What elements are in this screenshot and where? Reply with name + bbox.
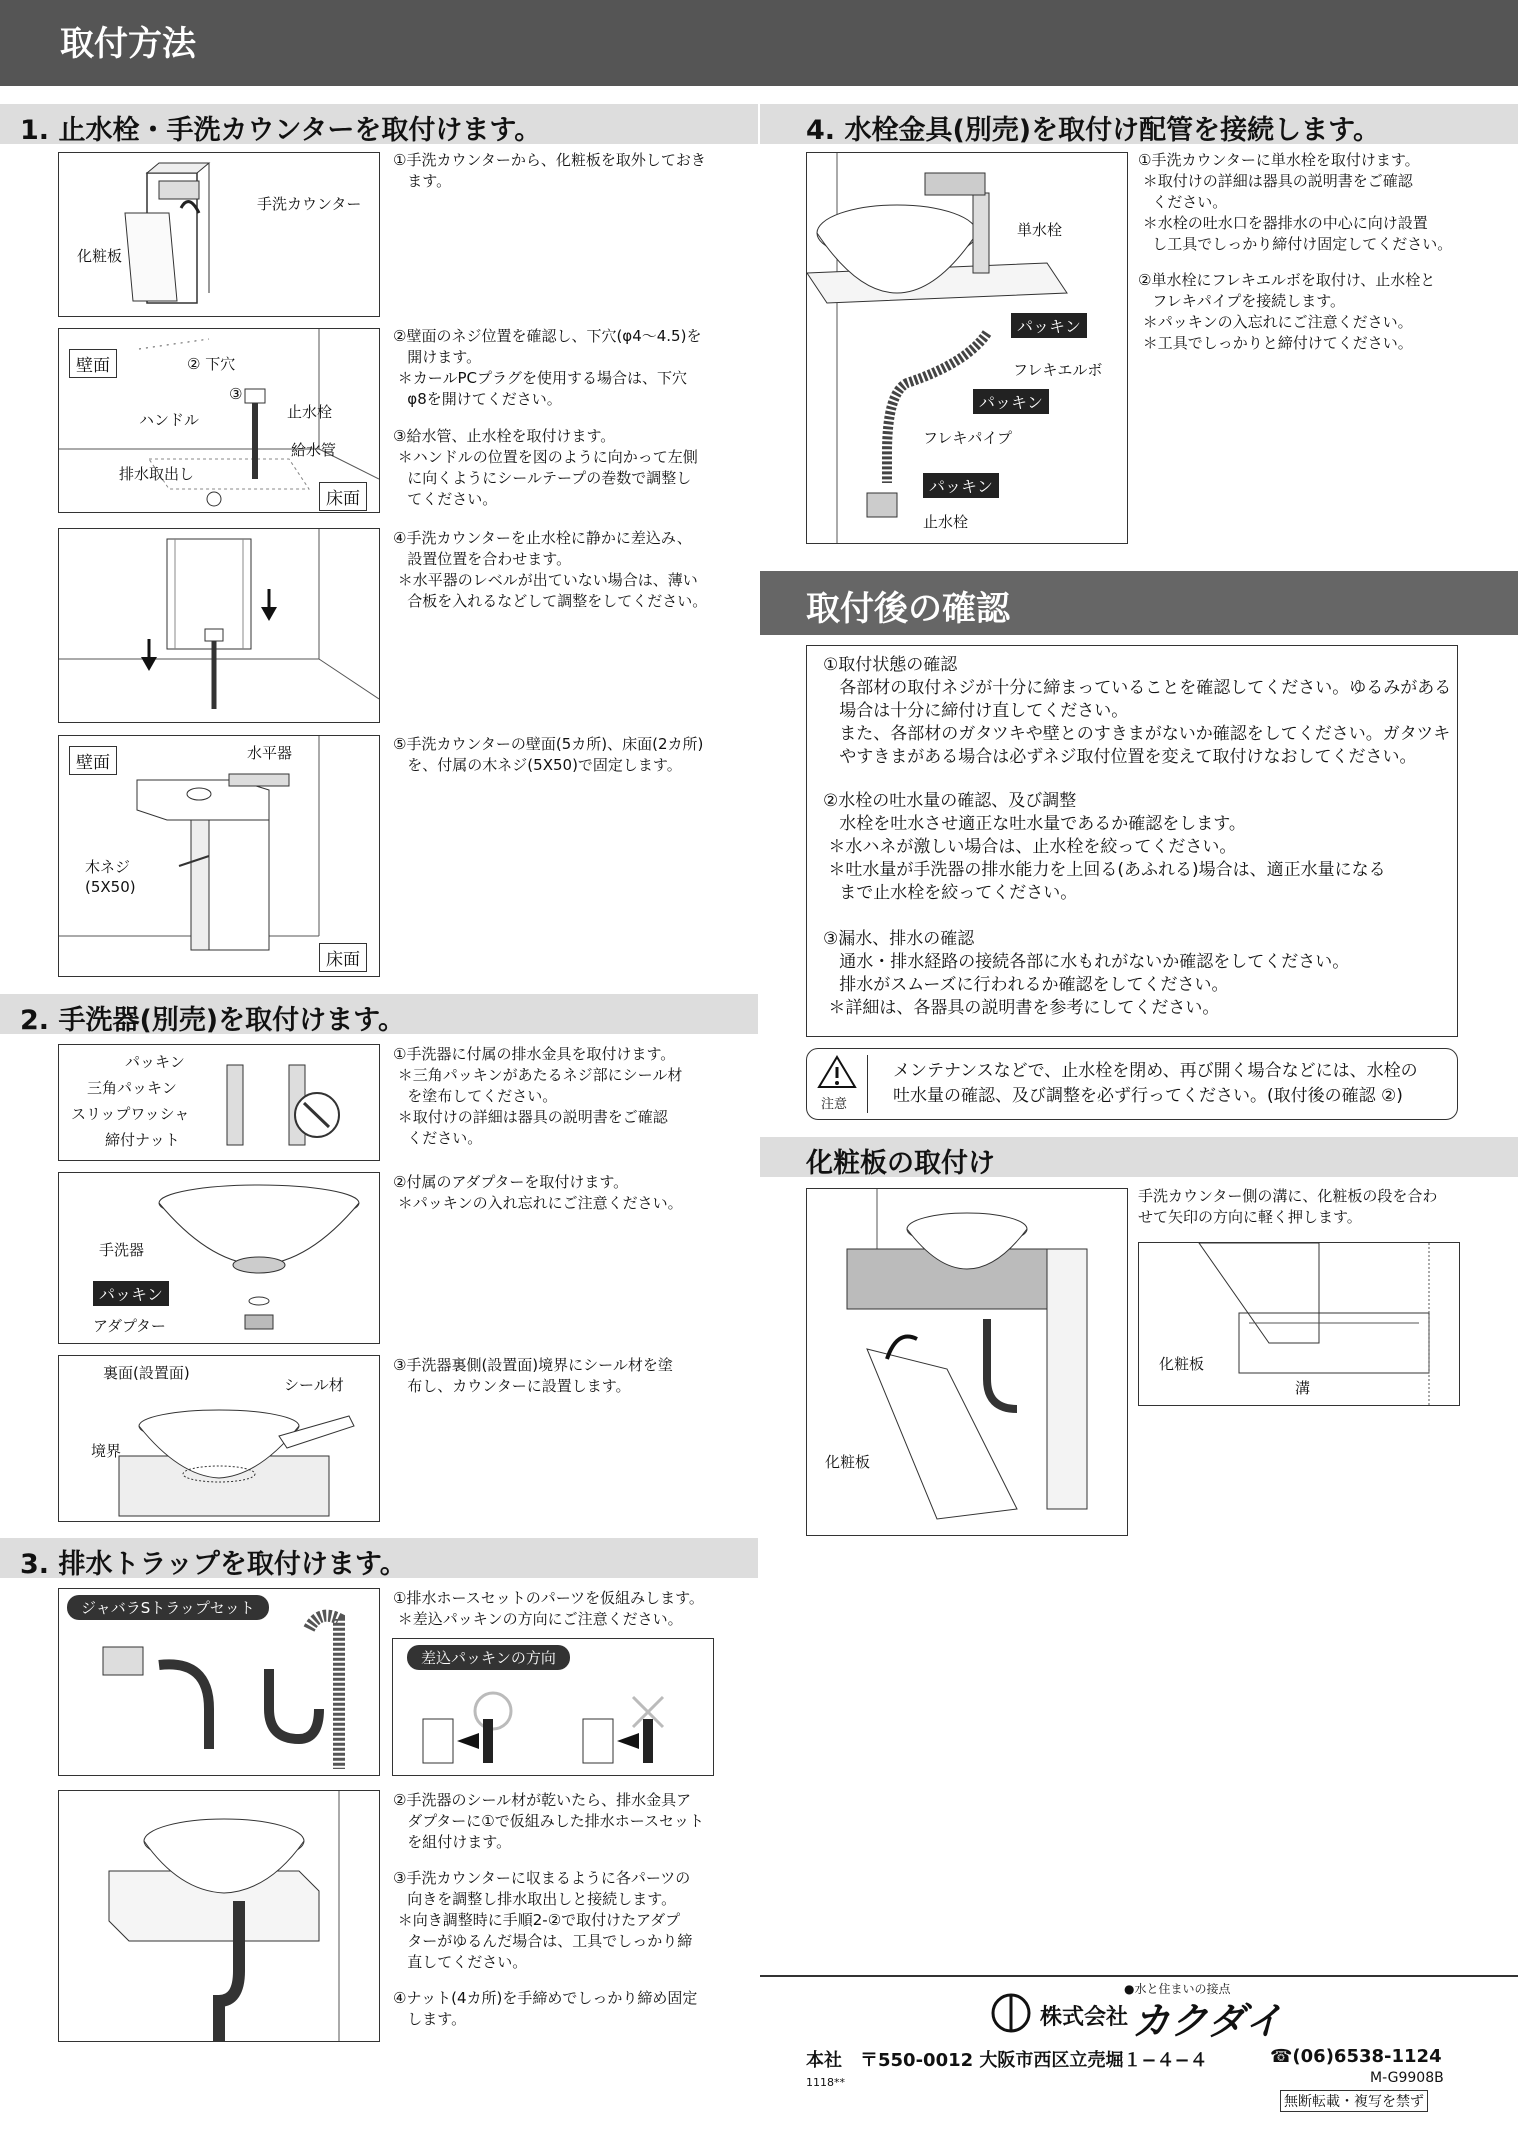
caution-icon-label: 注意	[821, 1097, 848, 1112]
wood-screw-size: (5X50)	[85, 878, 136, 896]
section3-step2: ②手洗器のシール材が乾いたら、排水金具ア ダプターに①で仮組みした排水ホースセット を組付けます。	[393, 1791, 704, 1851]
confirm-item-3: ③漏水、排水の確認 通水・排水経路の接続各部に水もれがないか確認をしてください。 排水がスムーズに行われるか確認をしてください。 ＊詳細は、各器具の説明書を参考にしてください。	[823, 929, 1350, 1018]
panel-label: 化粧板	[77, 247, 123, 265]
document-code: M-G9908B	[1370, 2070, 1444, 2086]
section3-step3: ③手洗カウンターに収まるように各パーツの 向きを調整し排水取出しと接続します。 ＊向き調整時に手順2-②で取付けたアダプ ターがゆるんだ場合は、工具でしっかり締 直してください。	[393, 1869, 693, 1971]
panel-figure-1	[806, 1188, 1128, 1536]
section3-step4: ④ナット(4カ所)を手締めでしっかり締め固定 します。	[393, 1989, 698, 2028]
slip-washer-label: スリップワッシャ	[71, 1105, 190, 1123]
handle-label: ハンドル	[139, 411, 200, 429]
section1-heading: 1. 止水栓・手洗カウンターを取付けます。	[20, 115, 542, 146]
packing-direction-tag: 差込パッキンの方向	[407, 1645, 570, 1670]
section1-step5: ⑤手洗カウンターの壁面(5カ所)、床面(2カ所) を、付属の木ネジ(5X50)で固定します。	[393, 735, 704, 774]
section3-figure-2	[58, 1790, 380, 2042]
caution-text: メンテナンスなどで、止水栓を閉め、再び開く場合などには、水栓の 吐水量の確認、及び調整を必ず行ってください。(取付後の確認 ②)	[893, 1061, 1418, 1106]
section1-figure-2	[58, 328, 380, 513]
company-name: カクダイ	[1132, 1999, 1283, 2043]
flex-elbow-label: フレキエルボ	[1013, 361, 1103, 379]
section2-figure-3	[58, 1355, 380, 1522]
adapter-label: アダプター	[93, 1317, 166, 1335]
footer-divider	[760, 1975, 1518, 1977]
tightening-nut-label: 締付ナット	[105, 1131, 180, 1149]
section1-step3: ③給水管、止水栓を取付けます。 ＊ハンドルの位置を図のように向かって左側 に向くようにシールテープの巻数で調整し てください。	[393, 427, 698, 508]
flex-pipe-label: フレキパイプ	[923, 429, 1012, 447]
level-label: 水平器	[247, 744, 293, 762]
pilot-hole-label: ② 下穴	[187, 355, 236, 373]
packing-direction-figure	[392, 1638, 714, 1776]
confirm-heading: 取付後の確認	[806, 589, 1010, 629]
section2-figure-1	[58, 1044, 380, 1161]
footer-phone: ☎(06)6538-1124	[1270, 2046, 1442, 2067]
floor-label: 床面	[319, 482, 367, 511]
s-trap-set-tag: ジャバラSトラップセット	[67, 1595, 269, 1620]
packing-label: パッキン	[125, 1053, 185, 1071]
panel-label-figure2: 化粧板	[1159, 1355, 1205, 1373]
revision-code: 1118**	[806, 2076, 845, 2089]
section1-step2: ②壁面のネジ位置を確認し、下穴(φ4〜4.5)を 開けます。 ＊カールPCプラグを使用する場合は、下穴 φ8を開けてください。	[393, 327, 702, 408]
wall-label-2: 壁面	[69, 746, 117, 775]
caution-box	[806, 1048, 1458, 1120]
panel-section-text: 手洗カウンター側の溝に、化粧板の段を合わ せて矢印の方向に軽く押します。	[1138, 1187, 1438, 1226]
supply-pipe-label: 給水管	[291, 441, 337, 459]
section2-step3: ③手洗器裏側(設置面)境界にシール材を塗 布し、カウンターに設置します。	[393, 1356, 673, 1395]
section2-header	[0, 994, 758, 1034]
section2-step2: ②付属のアダプターを取付けます。 ＊パッキンの入れ忘れにご注意ください。	[393, 1173, 683, 1212]
packing-tag: パッキン	[93, 1281, 169, 1306]
section3-heading: 3. 排水トラップを取付けます。	[20, 1549, 407, 1580]
packing-tag-1: パッキン	[1011, 313, 1087, 338]
footer-tagline: ●水と住まいの接点	[1124, 1982, 1231, 1996]
panel-section-heading: 化粧板の取付け	[806, 1148, 995, 1179]
company-logo-icon	[990, 1992, 1032, 2034]
page-title: 取付方法	[60, 24, 196, 64]
section1-step1: ①手洗カウンターから、化粧板を取外しておき ます。	[393, 151, 706, 190]
border-label: 境界	[91, 1442, 122, 1460]
faucet-label: 単水栓	[1017, 221, 1063, 239]
wood-screw-label: 木ネジ	[85, 858, 131, 876]
section4-step2: ②単水栓にフレキエルボを取付け、止水栓と フレキパイプを接続します。 ＊パッキンの入忘れにご注意ください。 ＊工具でしっかりと締付けてください。	[1138, 271, 1436, 352]
panel-attach-illustration	[807, 1189, 1127, 1535]
sealant-label: シール材	[284, 1376, 344, 1394]
panel-figure-2	[1138, 1242, 1460, 1406]
section2-figure-2	[58, 1172, 380, 1344]
section3-header	[0, 1538, 758, 1578]
floor-label-2: 床面	[319, 943, 367, 972]
packing-tag-2: パッキン	[973, 389, 1049, 414]
drain-outlet-label: 排水取出し	[119, 465, 195, 483]
page-title-bar	[0, 0, 1518, 86]
section1-figure-1	[58, 152, 380, 317]
triangle-packing-label: 三角パッキン	[87, 1079, 177, 1097]
confirm-item-1: ①取付状態の確認 各部材の取付ネジが十分に締まっていることを確認してください。ゆるみがある 場合は十分に締付け直してください。 また、各部材のガタツキや壁とのすきまがないか確認をしてください。ガタツキ やすきまがある場合は必ずネジ取付位置を変えて取付けなおしてください。	[823, 655, 1452, 767]
stopcock-label-2: 止水栓	[923, 513, 969, 531]
section2-step1: ①手洗器に付属の排水金具を取付けます。 ＊三角パッキンがあたるネジ部にシール材 を塗布してください。 ＊取付けの詳細は器具の説明書をご確認 ください。	[393, 1045, 683, 1147]
counter-label: 手洗カウンター	[257, 195, 362, 213]
stopcock-label: 止水栓	[287, 403, 333, 421]
section4-heading: 4. 水栓金具(別売)を取付け配管を接続します。	[806, 115, 1380, 146]
panel-label-figure1: 化粧板	[825, 1453, 871, 1471]
confirm-header	[760, 571, 1518, 635]
confirm-item-2: ②水栓の吐水量の確認、及び調整 水栓を吐水させ適正な吐水量であるか確認をします。 ＊水ハネが激しい場合は、止水栓を絞ってください。 ＊吐水量が手洗器の排水能力を上回る(あふれる)場合は、適正水量になる まで止水栓を絞ってください。	[823, 791, 1386, 903]
warning-icon	[817, 1055, 857, 1089]
step3-marker: ③	[229, 385, 243, 403]
back-side-label: 裏面(設置面)	[103, 1364, 190, 1382]
section1-step4: ④手洗カウンターを止水栓に静かに差込み、 設置位置を合わせます。 ＊水平器のレベルが出ていない場合は、薄い 合板を入れるなどして調整をしてください。	[393, 529, 708, 610]
footer-address: 本社 〒550-0012 大阪市西区立売堀１−４−４	[806, 2050, 1208, 2071]
wall-label: 壁面	[69, 349, 117, 378]
company-prefix: 株式会社	[1040, 2005, 1129, 2030]
section3-figure-1	[58, 1588, 380, 1776]
packing-tag-3: パッキン	[923, 473, 999, 498]
basin-label: 手洗器	[99, 1241, 145, 1259]
counter-panel-illustration	[59, 153, 379, 316]
confirm-box	[806, 645, 1458, 1037]
trap-connect-illustration	[59, 1791, 379, 2041]
copyright-notice: 無断転載・複写を禁ず	[1280, 2090, 1428, 2112]
section4-step1: ①手洗カウンターに単水栓を取付けます。 ＊取付けの詳細は器具の説明書をご確認 ください。 ＊水栓の吐水口を器排水の中心に向け設置 し工具でしっかり締付け固定してください。	[1138, 151, 1453, 253]
panel-section-header	[760, 1137, 1518, 1177]
section1-figure-3	[58, 528, 380, 723]
section4-figure	[806, 152, 1128, 544]
section2-heading: 2. 手洗器(別売)を取付けます。	[20, 1005, 405, 1036]
section1-figure-4	[58, 735, 380, 977]
section1-header	[0, 104, 758, 144]
groove-label: 溝	[1295, 1379, 1311, 1397]
section3-step1: ①排水ホースセットのパーツを仮組みします。 ＊差込パッキンの方向にご注意ください。	[393, 1589, 704, 1628]
counter-insert-illustration	[59, 529, 379, 722]
section4-header	[760, 104, 1518, 144]
